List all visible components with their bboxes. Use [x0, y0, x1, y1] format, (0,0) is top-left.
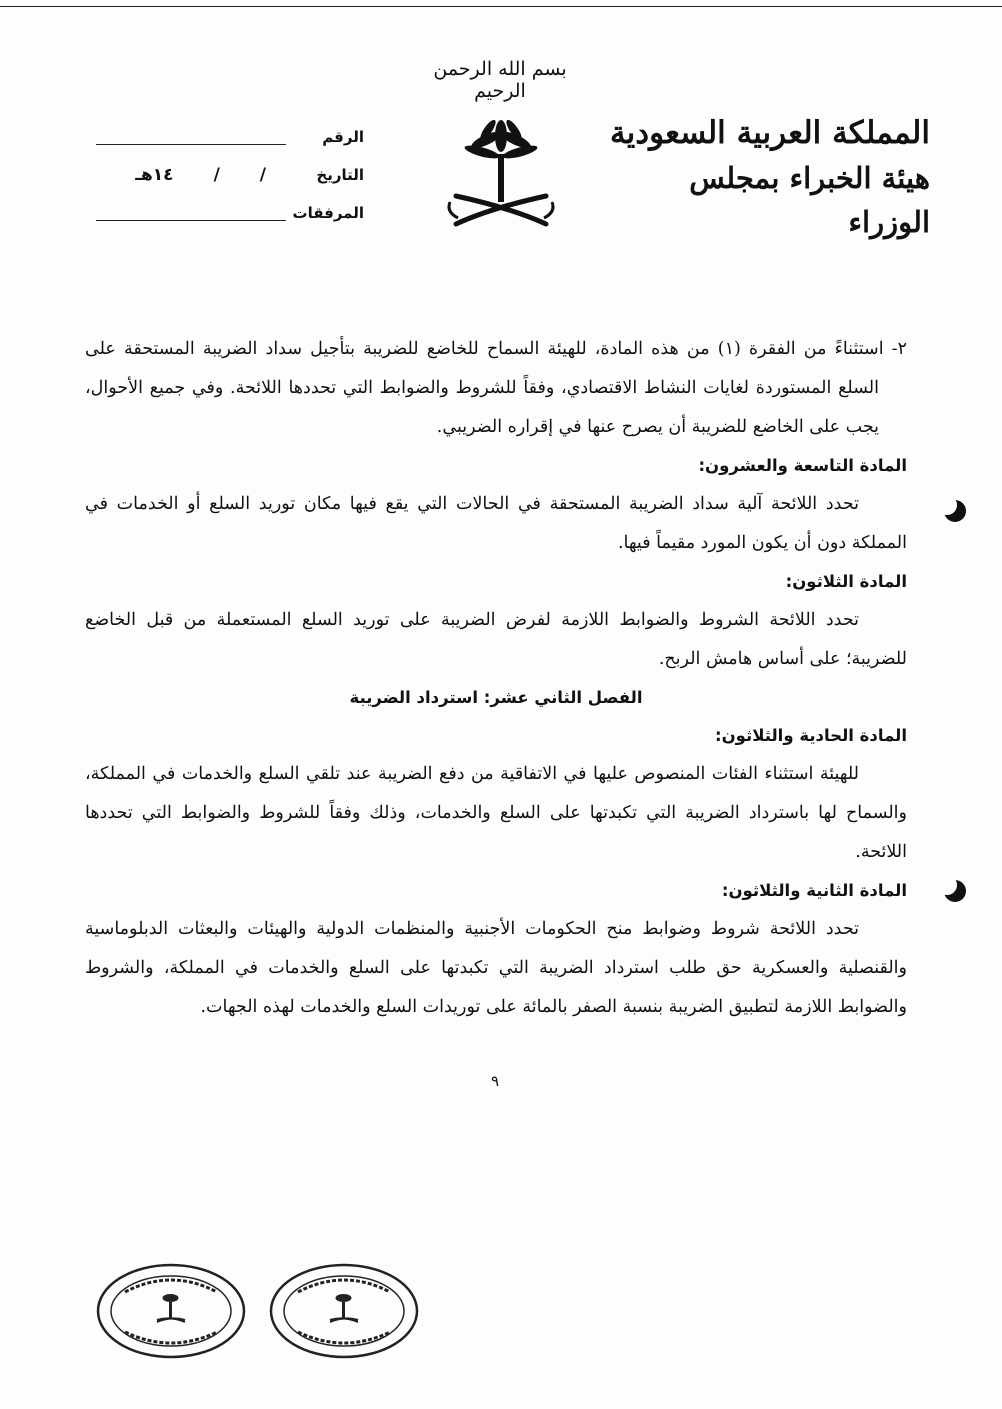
reference-number-row	[74, 118, 364, 156]
attachments-row	[74, 194, 364, 232]
secretariat-seal-stamp	[95, 1262, 247, 1360]
reference-number-blank	[96, 130, 286, 145]
reference-number-label: الرقم	[322, 128, 364, 146]
attachments-label: المرفقات	[292, 204, 364, 222]
reference-fields	[74, 118, 364, 232]
article-29-heading: المادة التاسعة والعشرون:	[698, 456, 907, 475]
document-body	[85, 330, 907, 1027]
date-row	[74, 156, 364, 194]
chapter-12-heading: الفصل الثاني عشر: استرداد الضريبة	[349, 688, 643, 707]
date-label: التاريخ	[316, 166, 364, 184]
experts-commission-seal-stamp	[268, 1262, 420, 1360]
basmala-text: بسم الله الرحمن الرحيم	[433, 58, 567, 102]
top-border-line	[0, 6, 1002, 7]
article-29-text: تحدد اللائحة آلية سداد الضريبة المستحقة في الحالات التي يقع فيها مكان توريد السلع أو الخدمات في المملكة دون أن يكون المورد مقيماً فيها.	[85, 494, 907, 553]
gov-line-kingdom: المملكة العربية السعودية	[610, 115, 930, 151]
article-30-text: تحدد اللائحة الشروط والضوابط اللازمة لفرض الضريبة على توريد السلع المستعملة من قبل الخاضع للضريبة؛ على أساس هامش الربح.	[85, 610, 907, 669]
article-32-text: تحدد اللائحة شروط وضوابط منح الحكومات الأجنبية والمنظمات الدولية والهيئات والبعثات الدبلوماسية والقنصلية والعسكرية حق طلب استرداد الضريبة التي تكبدتها على السلع والخدمات في المملكة، والشروط والضوابط اللازمة لتطبيق الضريبة بنسبة الصفر بالمائة على توريدات السلع والخدمات لهذه الجهات.	[85, 919, 907, 1017]
date-slash: /	[213, 165, 220, 185]
page-number: ٩	[490, 1072, 500, 1090]
paragraph-item-2: ٢- استثناءً من الفقرة (١) من هذه المادة، للهيئة السماح للخاضع للضريبة بتأجيل سداد الضريبة المستحقة على السلع المستوردة لغايات النشاط الاقتصادي، وفقاً للشروط والضوابط التي تحددها اللائحة. وفي جميع الأحوال، يجب على الخاضع للضريبة أن يصرح عنها في إقراره الضريبي.	[85, 339, 908, 437]
hijri-year-suffix: ١٤هـ	[135, 165, 174, 185]
article-31-heading: المادة الحادية والثلاثون:	[714, 726, 907, 745]
government-letterhead	[600, 110, 930, 244]
article-31-text: للهيئة استثناء الفئات المنصوص عليها في الاتفاقية من دفع الضريبة عند تلقي السلع والخدمات في المملكة، والسماح لها باسترداد الضريبة التي تكبدتها على السلع والخدمات، وذلك وفقاً للشروط والضوابط التي تحددها اللائحة.	[85, 764, 907, 862]
attachments-blank	[96, 206, 286, 221]
article-32-heading: المادة الثانية والثلاثون:	[721, 881, 907, 900]
date-slash: /	[259, 165, 266, 185]
punch-hole-mark	[944, 880, 966, 902]
punch-hole-mark	[944, 500, 966, 522]
palm-swords-emblem-icon	[436, 112, 566, 242]
article-30-heading: المادة الثلاثون:	[785, 572, 907, 591]
date-fields	[135, 165, 266, 185]
gov-line-experts-commission: هيئة الخبراء بمجلس الوزراء	[689, 161, 930, 239]
